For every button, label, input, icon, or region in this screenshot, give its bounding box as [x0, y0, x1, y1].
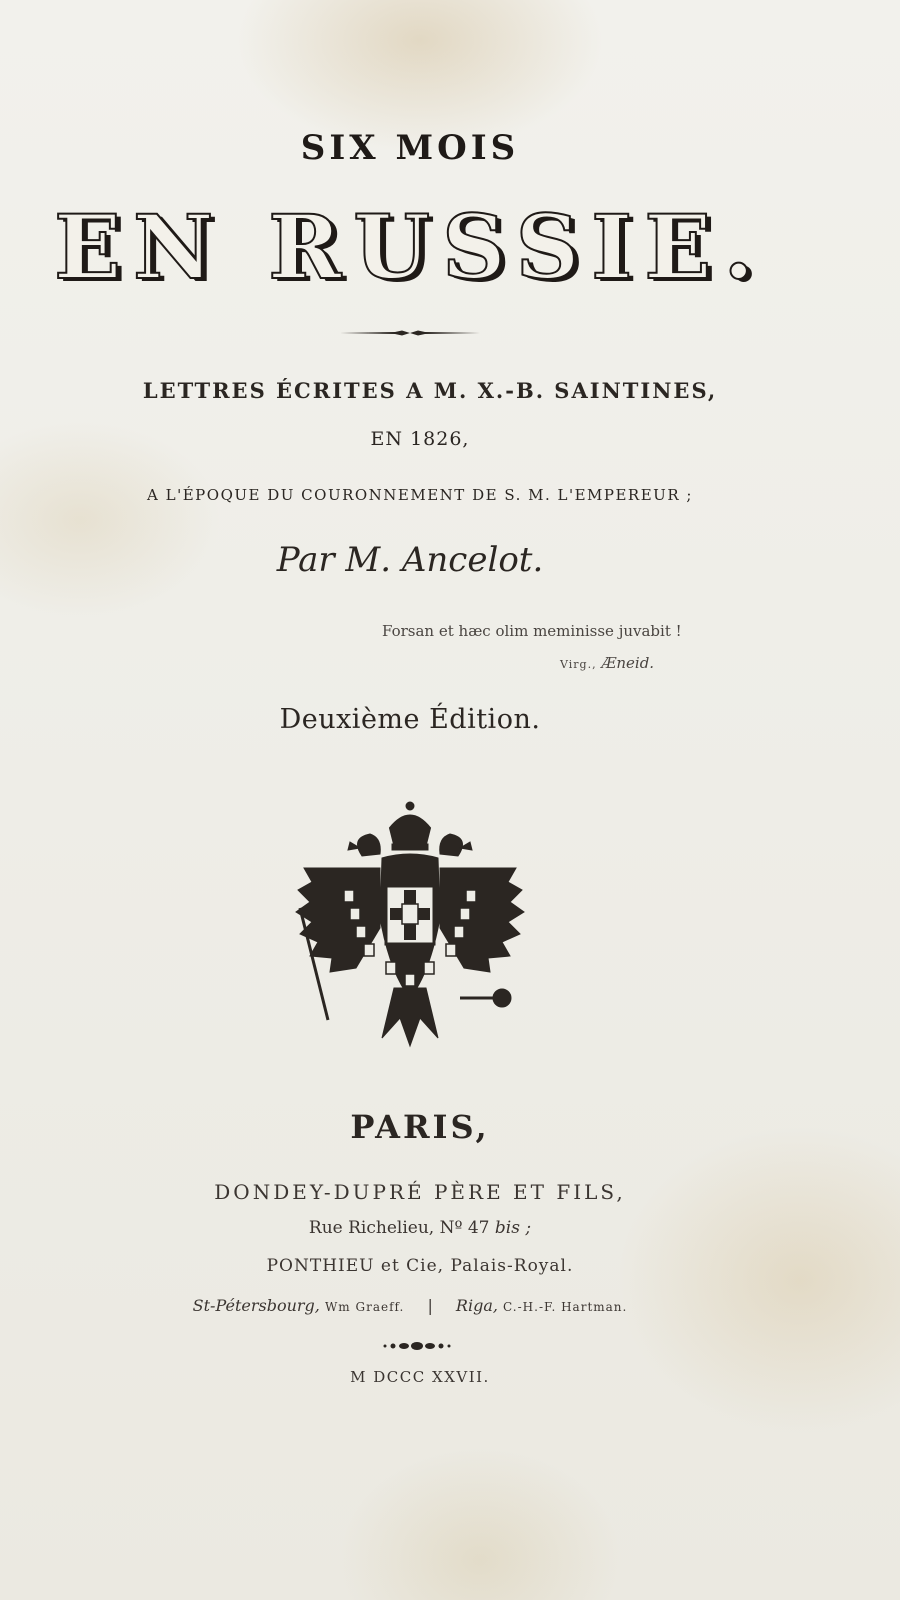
ornamental-rule: [340, 330, 480, 336]
agent1-name: Wm Graeff.: [324, 1300, 405, 1314]
epigraph-quote: Forsan et hæc olim meminisse juvabit !: [382, 622, 682, 640]
title-line-2: EN RUSSIE.: [53, 195, 767, 299]
epigraph-author: Virg.,: [560, 658, 597, 671]
agent2-city: Riga,: [455, 1296, 498, 1315]
ornament-divider: [382, 1339, 452, 1353]
epigraph-work: Æneid.: [601, 654, 655, 672]
imprint-address-bis: bis ;: [494, 1218, 532, 1238]
imprint-co-publisher: PONTHIEU et Cie, Palais-Royal.: [266, 1256, 574, 1276]
imprint-address: [10, 1218, 830, 1238]
agent1-city: St-Pétersbourg,: [192, 1296, 320, 1315]
epigraph-attribution: [560, 654, 654, 672]
title-line-1: SIX MOIS: [300, 128, 520, 168]
double-headed-eagle-icon: [290, 798, 530, 1058]
edition-line: Deuxième Édition.: [279, 704, 541, 735]
imprint-year: M DCCC XXVII.: [350, 1368, 490, 1386]
imprint-agents: [0, 1296, 820, 1315]
imprint-city: PARIS,: [350, 1108, 490, 1146]
agent-separator: |: [427, 1296, 433, 1315]
subtitle-line-2: EN 1826,: [370, 428, 470, 450]
imprint-address-street: Rue Richelieu, Nº 47: [308, 1218, 490, 1238]
author-line: Par M. Ancelot.: [276, 540, 544, 580]
agent2-name: C.-H.-F. Hartman.: [503, 1300, 628, 1314]
subtitle-line-3: A L'ÉPOQUE DU COURONNEMENT DE S. M. L'EMPEREUR ;: [147, 486, 693, 504]
subtitle-line-1: LETTRES ÉCRITES A M. X.-B. SAINTINES,: [142, 378, 718, 403]
imprint-publisher: DONDEY-DUPRÉ PÈRE ET FILS,: [214, 1180, 626, 1204]
